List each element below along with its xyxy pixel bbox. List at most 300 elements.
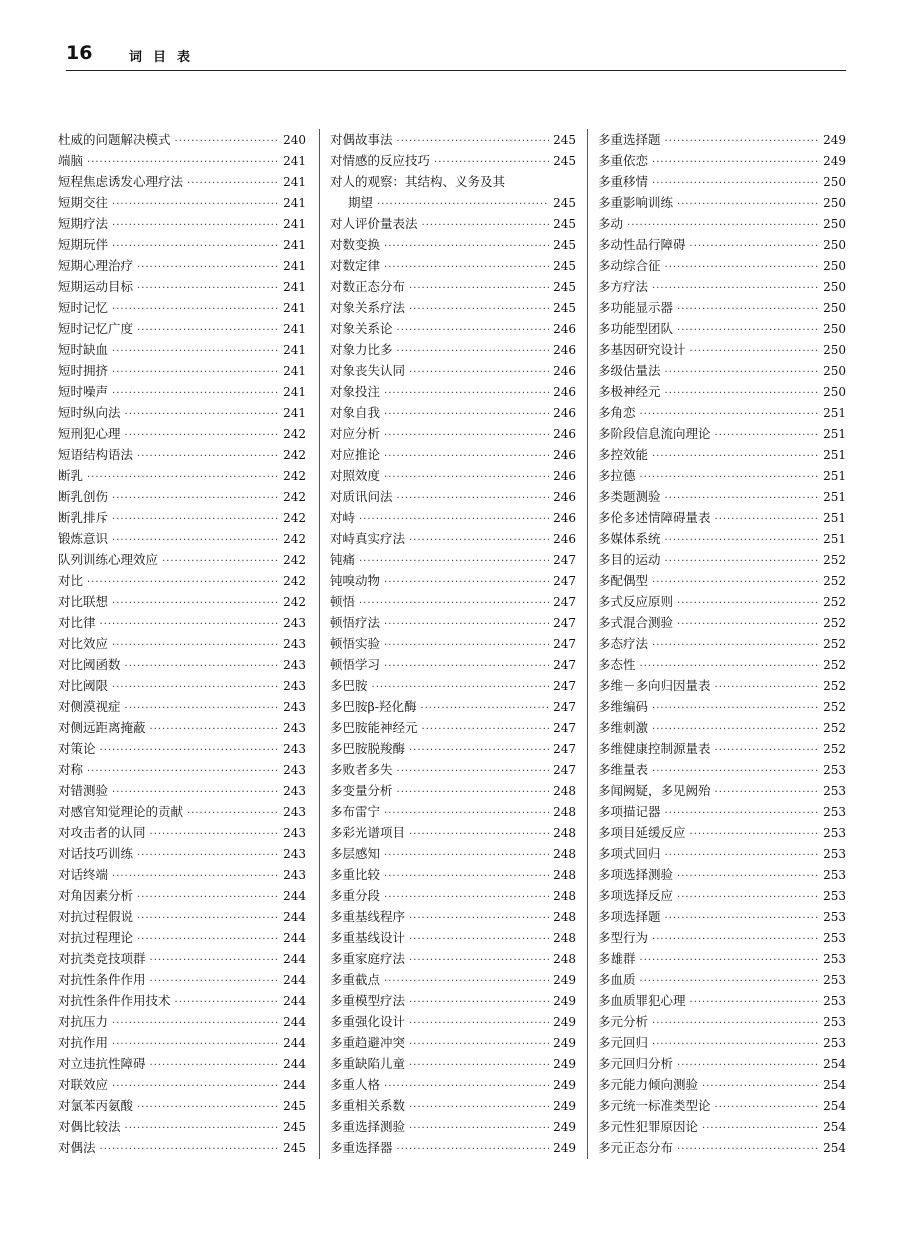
dot-leader [384, 971, 549, 992]
entry-term: 对象丧失认同 [330, 363, 406, 378]
entry-page-number: 247 [553, 679, 576, 693]
index-entry [330, 465, 576, 486]
dot-leader [112, 341, 279, 362]
dot-leader [702, 1076, 819, 1097]
page-header [66, 40, 846, 70]
dot-leader [112, 1034, 279, 1055]
entry-term: 多巴胺脱羧酶 [330, 741, 406, 756]
index-entry [598, 255, 846, 276]
entry-term: 多元正态分布 [598, 1140, 674, 1155]
index-entry [598, 1095, 846, 1116]
index-entry [330, 318, 576, 339]
dot-leader [677, 866, 819, 887]
dot-leader [162, 551, 279, 572]
index-entry [330, 906, 576, 927]
dot-leader [384, 236, 549, 257]
entry-term: 对角因素分析 [58, 888, 134, 903]
entry-term: 短时噪声 [58, 384, 109, 399]
entry-term: 对抗作用 [58, 1035, 109, 1050]
index-entry [58, 423, 306, 444]
index-entry [330, 654, 576, 675]
dot-leader [434, 152, 549, 173]
index-entry [598, 591, 846, 612]
entry-page-number: 252 [823, 553, 846, 567]
dot-leader [715, 740, 820, 761]
entry-term: 多功能型团队 [598, 321, 674, 336]
dot-leader [384, 404, 549, 425]
entry-term: 杜威的问题解决模式 [58, 132, 171, 147]
index-entry [330, 549, 576, 570]
entry-term: 对象力比多 [330, 342, 393, 357]
index-entry [58, 507, 306, 528]
entry-page-number: 251 [823, 469, 846, 483]
dot-leader [125, 698, 280, 719]
entry-term: 对峙 [330, 510, 356, 525]
entry-page-number: 243 [283, 805, 306, 819]
dot-leader [652, 152, 819, 173]
entry-term: 对应推论 [330, 447, 381, 462]
dot-leader [652, 635, 819, 656]
index-entry [58, 318, 306, 339]
dot-leader [715, 782, 820, 803]
dot-leader [175, 992, 280, 1013]
entry-term: 对攻击者的认同 [58, 825, 146, 840]
entry-term: 多重基线设计 [330, 930, 406, 945]
entry-page-number: 245 [283, 1099, 306, 1113]
index-entry [330, 570, 576, 591]
index-entry [58, 171, 306, 192]
entry-term: 队列训练心理效应 [58, 552, 159, 567]
entry-page-number: 246 [553, 532, 576, 546]
entry-page-number: 250 [823, 259, 846, 273]
index-entry [58, 255, 306, 276]
column-divider [587, 129, 588, 1159]
entry-page-number: 254 [823, 1078, 846, 1092]
entry-page-number: 253 [823, 910, 846, 924]
index-entry [58, 1053, 306, 1074]
entry-page-number: 250 [823, 217, 846, 231]
dot-leader [112, 215, 279, 236]
dot-leader [87, 761, 279, 782]
index-entry [598, 1011, 846, 1032]
dot-leader [137, 908, 279, 929]
entry-page-number: 251 [823, 490, 846, 504]
index-entry [598, 1137, 846, 1158]
entry-term: 对抗性条件作用技术 [58, 993, 171, 1008]
entry-page-number: 247 [553, 553, 576, 567]
dot-leader [397, 782, 550, 803]
entry-term: 对情感的反应技巧 [330, 153, 431, 168]
entry-page-number: 244 [283, 952, 306, 966]
dot-leader [137, 257, 279, 278]
index-entry [330, 1053, 576, 1074]
entry-term: 对抗压力 [58, 1014, 109, 1029]
entry-term: 对象关系疗法 [330, 300, 406, 315]
index-entry [58, 864, 306, 885]
index-entry [58, 990, 306, 1011]
entry-term: 多项选择反应 [598, 888, 674, 903]
entry-page-number: 253 [823, 826, 846, 840]
dot-leader [640, 971, 820, 992]
entry-term: 短时记忆广度 [58, 321, 134, 336]
dot-leader [125, 425, 280, 446]
entry-page-number: 245 [283, 1141, 306, 1155]
entry-page-number: 246 [553, 448, 576, 462]
entry-term: 短程焦虑诱发心理疗法 [58, 174, 184, 189]
dot-leader [409, 929, 549, 950]
dot-leader [665, 131, 820, 152]
entry-term: 多阶段信息流向理论 [598, 426, 711, 441]
dot-leader [422, 215, 550, 236]
dot-leader [100, 614, 280, 635]
entry-page-number: 245 [553, 217, 576, 231]
index-entry [598, 528, 846, 549]
entry-term: 顿悟学习 [330, 657, 381, 672]
entry-term: 多极神经元 [598, 384, 661, 399]
index-entry [598, 213, 846, 234]
index-entry [58, 402, 306, 423]
dot-leader [409, 299, 549, 320]
entry-term: 多态疗法 [598, 636, 649, 651]
dot-leader [397, 131, 550, 152]
entry-term: 多重家庭疗法 [330, 951, 406, 966]
entry-term: 多重强化设计 [330, 1014, 406, 1029]
index-entry [330, 990, 576, 1011]
entry-term: 对象关系论 [330, 321, 393, 336]
index-entry [330, 591, 576, 612]
dot-leader [409, 740, 549, 761]
index-entry [330, 1032, 576, 1053]
index-entry [58, 696, 306, 717]
entry-term: 多拉德 [598, 468, 636, 483]
dot-leader [640, 404, 820, 425]
entry-term: 多彩光谱项目 [330, 825, 406, 840]
entry-page-number: 251 [823, 406, 846, 420]
entry-term: 对错测验 [58, 783, 109, 798]
entry-page-number: 242 [283, 490, 306, 504]
dot-leader [665, 845, 820, 866]
entry-page-number: 250 [823, 385, 846, 399]
entry-page-number: 241 [283, 238, 306, 252]
dot-leader [715, 677, 820, 698]
entry-page-number: 249 [553, 1141, 576, 1155]
index-entry [58, 1116, 306, 1137]
dot-leader [665, 488, 820, 509]
entry-page-number: 242 [283, 595, 306, 609]
dot-leader [409, 530, 549, 551]
index-entry [598, 612, 846, 633]
entry-term: 多控效能 [598, 447, 649, 462]
entry-page-number: 247 [553, 700, 576, 714]
index-entry [330, 738, 576, 759]
index-entry [58, 150, 306, 171]
index-entry [598, 192, 846, 213]
dot-leader [137, 845, 279, 866]
entry-page-number: 253 [823, 1015, 846, 1029]
index-entry [58, 885, 306, 906]
entry-page-number: 252 [823, 574, 846, 588]
dot-leader [409, 950, 549, 971]
entry-page-number: 241 [283, 175, 306, 189]
index-entry [598, 318, 846, 339]
entry-term: 对抗类竞技项群 [58, 951, 146, 966]
index-entry [598, 549, 846, 570]
entry-page-number: 249 [553, 1057, 576, 1071]
index-entry [330, 864, 576, 885]
dot-leader [137, 278, 279, 299]
index-entry [330, 843, 576, 864]
dot-leader [640, 467, 820, 488]
index-entry [598, 948, 846, 969]
entry-term: 多重依恋 [598, 153, 649, 168]
index-entry [58, 339, 306, 360]
entry-term: 顿悟 [330, 594, 356, 609]
entry-term: 对比 [58, 573, 84, 588]
dot-leader [409, 1118, 549, 1139]
dot-leader [665, 383, 820, 404]
entry-page-number: 241 [283, 217, 306, 231]
entry-page-number: 243 [283, 637, 306, 651]
index-entry [58, 381, 306, 402]
dot-leader [409, 908, 549, 929]
dot-leader [652, 278, 819, 299]
index-entry [598, 150, 846, 171]
entry-term: 多重基线程序 [330, 909, 406, 924]
entry-term: 对数定律 [330, 258, 381, 273]
dot-leader [384, 656, 549, 677]
entry-term: 对人评价量表法 [330, 216, 418, 231]
entry-page-number: 245 [553, 301, 576, 315]
dot-leader [112, 866, 279, 887]
index-entry [598, 423, 846, 444]
entry-page-number: 248 [553, 910, 576, 924]
entry-term: 锻炼意识 [58, 531, 109, 546]
dot-leader [652, 446, 819, 467]
entry-page-number: 244 [283, 910, 306, 924]
index-entry [598, 234, 846, 255]
entry-page-number: 249 [553, 1036, 576, 1050]
index-entry [58, 528, 306, 549]
entry-term: 多媒体系统 [598, 531, 661, 546]
entry-term: 对立违抗性障碍 [58, 1056, 146, 1071]
index-entry [58, 738, 306, 759]
dot-leader [409, 1055, 549, 1076]
entry-term: 多闻阙疑，多见阙殆 [598, 783, 711, 798]
entry-term: 对抗性条件作用 [58, 972, 146, 987]
entry-page-number: 246 [553, 490, 576, 504]
entry-term: 多项描记器 [598, 804, 661, 819]
entry-page-number: 243 [283, 784, 306, 798]
entry-page-number: 243 [283, 658, 306, 672]
index-entry [330, 696, 576, 717]
index-entry [330, 801, 576, 822]
entry-page-number: 243 [283, 868, 306, 882]
dot-leader [397, 341, 550, 362]
entry-page-number: 242 [283, 511, 306, 525]
dot-leader [112, 782, 279, 803]
entry-page-number: 250 [823, 280, 846, 294]
entry-page-number: 244 [283, 931, 306, 945]
dot-leader [409, 1097, 549, 1118]
dot-leader [384, 803, 549, 824]
index-entry [58, 1011, 306, 1032]
entry-page-number: 249 [553, 1120, 576, 1134]
index-entry [598, 738, 846, 759]
dot-leader [420, 698, 549, 719]
dot-leader [112, 1013, 279, 1034]
index-entry [598, 906, 846, 927]
index-entry [330, 339, 576, 360]
index-entry [330, 1074, 576, 1095]
index-entry [598, 759, 846, 780]
dot-leader [652, 173, 819, 194]
entry-term: 多伦多述情障碍量表 [598, 510, 711, 525]
entry-page-number: 249 [823, 133, 846, 147]
entry-page-number: 247 [553, 595, 576, 609]
index-entry [330, 381, 576, 402]
entry-term: 对侧漠视症 [58, 699, 121, 714]
index-entry [598, 444, 846, 465]
index-entry [598, 696, 846, 717]
entry-term: 对应分析 [330, 426, 381, 441]
entry-term: 短语结构语法 [58, 447, 134, 462]
entry-term: 对话终端 [58, 867, 109, 882]
index-entry [330, 507, 576, 528]
dot-leader [100, 1139, 280, 1160]
entry-page-number: 251 [823, 511, 846, 525]
entry-page-number: 252 [823, 595, 846, 609]
index-entry [598, 507, 846, 528]
index-entry [598, 843, 846, 864]
entry-term: 多元回归 [598, 1035, 649, 1050]
index-entry [58, 969, 306, 990]
entry-term: 对数变换 [330, 237, 381, 252]
index-entry [598, 864, 846, 885]
index-entry [330, 969, 576, 990]
entry-term: 多元性犯罪原因论 [598, 1119, 699, 1134]
entry-term: 对话技巧训练 [58, 846, 134, 861]
index-entry [330, 822, 576, 843]
index-entry [598, 801, 846, 822]
index-entry [330, 129, 576, 150]
entry-page-number: 247 [553, 742, 576, 756]
entry-term: 对质讯问法 [330, 489, 393, 504]
entry-term: 多角恋 [598, 405, 636, 420]
entry-page-number: 248 [553, 931, 576, 945]
entry-page-number: 245 [553, 238, 576, 252]
entry-page-number: 241 [283, 406, 306, 420]
entry-page-number: 243 [283, 616, 306, 630]
dot-leader [715, 425, 820, 446]
entry-page-number: 244 [283, 1057, 306, 1071]
entry-term: 多重选择测验 [330, 1119, 406, 1134]
dot-leader [715, 509, 820, 530]
column-divider [319, 129, 320, 1159]
entry-page-number: 250 [823, 196, 846, 210]
dot-leader [112, 236, 279, 257]
dot-leader [640, 656, 820, 677]
entry-term: 对比律 [58, 615, 96, 630]
entry-page-number: 250 [823, 322, 846, 336]
entry-page-number: 243 [283, 847, 306, 861]
dot-leader [137, 929, 279, 950]
entry-page-number: 249 [553, 1078, 576, 1092]
dot-leader [125, 404, 280, 425]
entry-term: 多维－多向归因量表 [598, 678, 711, 693]
index-entry [330, 255, 576, 276]
index-entry [330, 192, 576, 213]
dot-leader [690, 341, 820, 362]
entry-page-number: 254 [823, 1057, 846, 1071]
entry-page-number: 253 [823, 889, 846, 903]
dot-leader [125, 656, 280, 677]
entry-page-number: 241 [283, 322, 306, 336]
entry-page-number: 248 [553, 847, 576, 861]
index-entry [58, 633, 306, 654]
dot-leader [677, 299, 819, 320]
entry-term: 对感官知觉理论的贡献 [58, 804, 184, 819]
index-entry [598, 633, 846, 654]
entry-page-number: 247 [553, 763, 576, 777]
index-entry [330, 171, 576, 192]
entry-term: 多重移情 [598, 174, 649, 189]
entry-term: 多重比较 [330, 867, 381, 882]
index-entry [58, 486, 306, 507]
index-entry [58, 654, 306, 675]
entry-page-number: 252 [823, 616, 846, 630]
index-entry [58, 570, 306, 591]
entry-page-number: 241 [283, 259, 306, 273]
index-entry [58, 297, 306, 318]
entry-term: 多动综合征 [598, 258, 661, 273]
entry-term: 多元统一标准类型论 [598, 1098, 711, 1113]
entry-term: 短时记忆 [58, 300, 109, 315]
dot-leader [384, 1076, 549, 1097]
entry-term: 对象自我 [330, 405, 381, 420]
entry-term: 顿悟疗法 [330, 615, 381, 630]
entry-term: 多项选择题 [598, 909, 661, 924]
index-entry [58, 822, 306, 843]
entry-page-number: 242 [283, 448, 306, 462]
index-entry [598, 360, 846, 381]
index-entry [330, 633, 576, 654]
entry-term: 多维量表 [598, 762, 649, 777]
entry-page-number: 241 [283, 154, 306, 168]
dot-leader [112, 635, 279, 656]
dot-leader [87, 572, 279, 593]
index-entry [330, 927, 576, 948]
entry-page-number: 249 [823, 154, 846, 168]
entry-term: 多血质 [598, 972, 636, 987]
dot-leader [409, 992, 549, 1013]
header-rule [66, 70, 846, 71]
index-entry [598, 822, 846, 843]
dot-leader [715, 1097, 820, 1118]
entry-term: 钝痛 [330, 552, 356, 567]
dot-leader [112, 362, 279, 383]
entry-term: 对比效应 [58, 636, 109, 651]
dot-leader [665, 257, 820, 278]
entry-term: 多巴胺β-羟化酶 [330, 699, 417, 714]
entry-page-number: 253 [823, 994, 846, 1008]
entry-page-number: 244 [283, 1078, 306, 1092]
index-entry [330, 1011, 576, 1032]
entry-term: 对抗过程假说 [58, 909, 134, 924]
index-column-3 [598, 129, 846, 1158]
entry-term: 多重截点 [330, 972, 381, 987]
entry-term: 多式反应原则 [598, 594, 674, 609]
dot-leader [384, 614, 549, 635]
